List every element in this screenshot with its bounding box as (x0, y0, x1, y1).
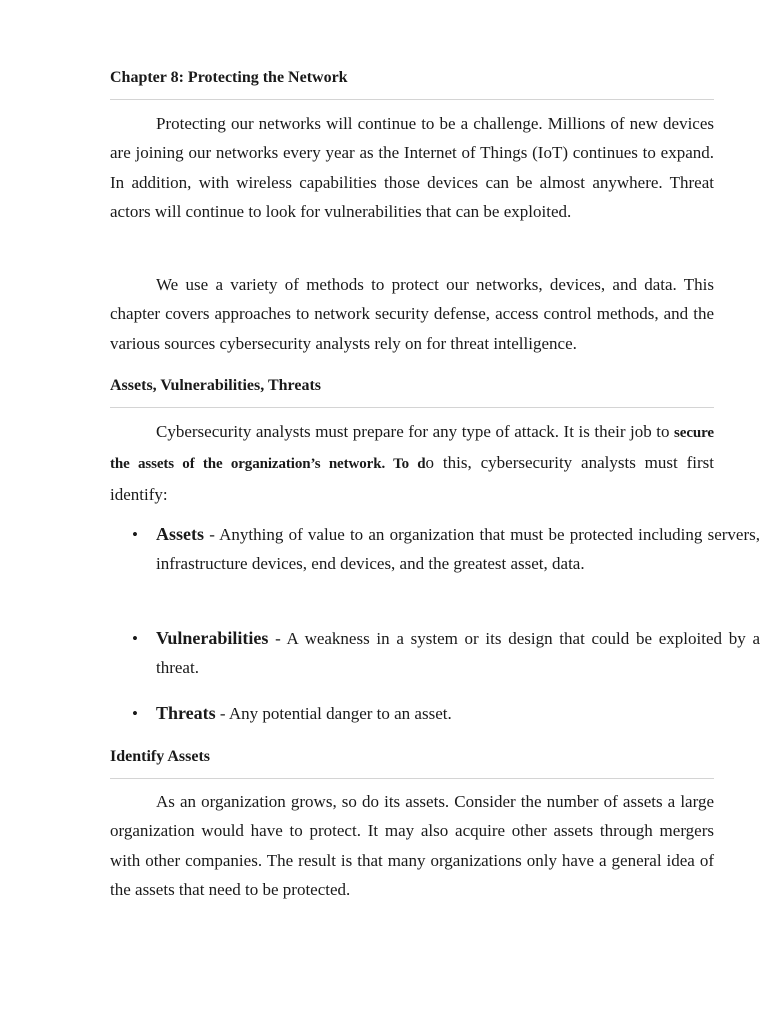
bullet-item-vulnerabilities (110, 624, 760, 683)
bullet-icon: • (132, 629, 138, 648)
bullet-term: Vulnerabilities (156, 628, 269, 648)
paragraph-emphasis: secure the assets of the organization’s network. To d (110, 425, 714, 473)
section-heading-assets-vulnerabilities-threats: Assets, Vulnerabilities, Threats (110, 377, 321, 394)
bullet-term: Threats (156, 703, 216, 723)
bullet-term: Assets (156, 524, 204, 544)
bullet-text: - A weakness in a system or its design that could be exploited by a threat. (156, 629, 760, 678)
paragraph-text: Cybersecurity analysts must prepare for any type of attack. It is their job to (156, 422, 675, 441)
section-2-paragraph: As an organization grows, so do its assets. Consider the number of assets a large organization would have to protect. It may also acquire other assets through mergers with other companies. The result is that many organizations only have a general idea of the assets that need to be protected. (110, 792, 714, 899)
heading-divider (110, 407, 714, 408)
bullet-text: - Any potential danger to an asset. (215, 704, 452, 723)
chapter-heading: Chapter 8: Protecting the Network (110, 69, 348, 86)
bullet-item-threats (110, 699, 760, 728)
bullet-item-assets (110, 520, 760, 579)
heading-divider (110, 778, 714, 779)
section-1-paragraph (110, 417, 714, 509)
intro-paragraph-2: We use a variety of methods to protect our networks, devices, and data. This chapter covers approaches to network security defense, access control methods, and the various sources cybersecurity analysts rely on for threat intelligence. (110, 275, 714, 353)
section-heading-identify-assets: Identify Assets (110, 748, 211, 765)
paragraph-text: o this, cybersecurity analysts must first identify: (110, 453, 715, 504)
intro-paragraph-1: Protecting our networks will continue to be a challenge. Millions of new devices are joining our networks every year as the Internet of Things (IoT) continues to expand. In addition, with wireless capabilities those devices can be almost anywhere. Threat actors will continue to look for vulnerabilities that can be exploited. (110, 114, 714, 221)
bullet-icon: • (132, 704, 138, 723)
bullet-text: - Anything of value to an organization that must be protected including servers, infrastructure devices, end devices, and the greatest asset, data. (156, 525, 760, 574)
bullet-icon: • (132, 525, 138, 544)
heading-divider (110, 99, 714, 100)
